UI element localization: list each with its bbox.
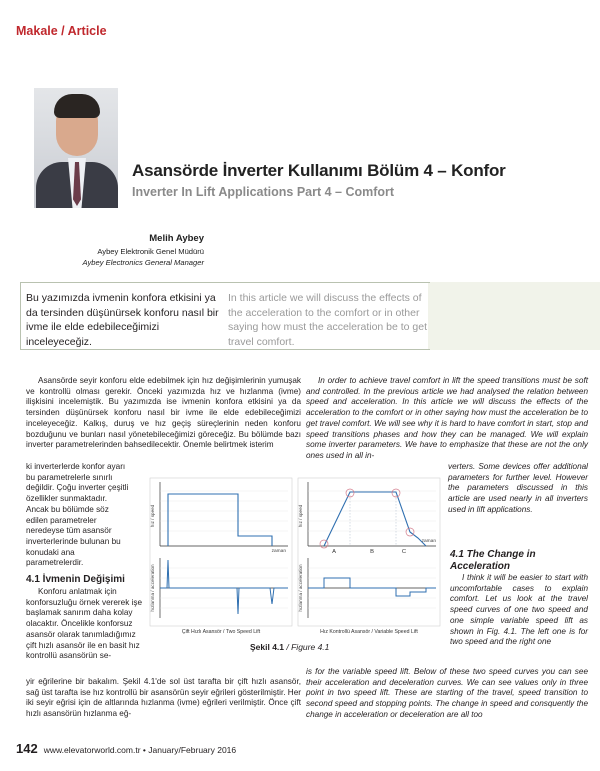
body-en-bottom [306, 667, 588, 721]
author-name: Melih Aybey [149, 233, 204, 244]
article-title-en: Inverter In Lift Applications Part 4 – Comfort [132, 185, 395, 199]
right-top-xlabel: zaman [421, 539, 436, 544]
left-top-grid [160, 491, 288, 531]
body-tr-intro [26, 376, 301, 451]
figure-speed-curves [148, 476, 442, 646]
body-en-paragraph-1: In order to achieve travel comfort in lift the speed transitions must be soft and controlled. In the previous article we had analysed the relation between speed and acceleration. In this article we will discuss the effects of the acceleration to the comfort or in other saying how must the acceleration be to get travel comfort. We will see why it is hard to have comfort in start, stop and speed transitions phases and how they can be managed. We will explain some inverter parameters. We have to emphasize that these are not the only ones used in all in- [306, 376, 588, 460]
body-tr-narrow-1 [26, 462, 129, 569]
body-en-intro [306, 376, 588, 462]
page-footer [16, 741, 236, 756]
article-title-tr: Asansörde İnverter Kullanımı Bölüm 4 – Konfor [132, 161, 506, 180]
author-photo [34, 88, 118, 208]
abstract-tr: Bu yazımızda ivmenin konfora etkisini ya da tersinden düşünürsek konforu nasıl bir ivme ile elde edebileceğimizi inceleyeceğiz. [26, 292, 219, 348]
author-title-en: Aybey Electronics General Manager [82, 258, 204, 267]
section-heading-en: 4.1 The Change in Acceleration [450, 549, 536, 572]
body-en-narrow-1 [448, 462, 588, 516]
right-panel-label: Hız Kontrollü Asansör / Variable Speed Lift [320, 629, 418, 635]
phase-b-label: B [370, 549, 374, 555]
right-top-grid [308, 491, 436, 531]
page-number: 142 [16, 741, 38, 756]
figure-caption-bold: Şekil 4.1 [250, 642, 285, 652]
figure-caption [250, 642, 329, 652]
marker-start [320, 540, 328, 548]
figure-caption-italic: / Figure 4.1 [284, 642, 330, 652]
body-tr-paragraph-2-cont: yir eğrilerine bir bakalım. Şekil 4.1'de sol üst tarafta bir çift hızlı asansör, sağ üst tarafta ise hız kontrollü bir asansörün seyir eğrileri gösterilmiştir. Her iki seyir eğrisi için de altlarında hızlanma (ivme) eğrileri verilmiştir. Önce çift hızlı asansörün hızlanma eğ- [26, 677, 301, 719]
body-en-narrow-2 [450, 573, 588, 648]
abstract-shade [428, 282, 600, 350]
two-speed-speed-curve [168, 494, 272, 546]
body-tr-paragraph-2: Konforu anlatmak için konforsuzluğu örnek vererek işe başlamak sanırım daha kolay olacaktır. Öncelikle konforsuz asansör olarak tanımladığımız çift hızlı asansör ile en basit hız kontrollü asansörün se- [26, 587, 143, 661]
abstract-en: In this article we will discuss the effects of the acceleration to the comfort or in other saying how must the acceleration be to get travel comfort. [228, 292, 428, 348]
variable-speed-speed-curve [324, 492, 426, 546]
right-panel-frame [298, 478, 440, 626]
body-tr-paragraph-1: Asansörde seyir konforu elde edebilmek için hız değişimlerinin yumuşak ve kontrollü olması gerekir. Önceki yazımızda hız ve hızlanma (ivme) ilişkisini incelemiştik. Bu yazımızda ise ivmenin konfora etkisini ya da tersinden düşünürsek konforu nasıl bir ivme ile elde edebileceğimizi inceleyeceğiz. Kalkış, duruş ve hız geçiş süreçlerinin neden konforu bozduğunu ve bunları nasıl yönetebileceğimizi göreceğiz. Bu bölümde bazı inverter parametrelerinden bahsedilecektir. Önemle belirtmek isterim [26, 376, 301, 450]
phase-c-label: C [401, 549, 407, 555]
body-tr-narrow-2 [26, 587, 144, 662]
left-top-xlabel: zaman [271, 549, 286, 554]
phase-a-label: A [332, 549, 336, 555]
body-en-paragraph-2: I think it will be easier to start with uncomfortable cases to explain comfort. Let us look at the travel speed curves of one two speed and one simple variable speed lift as shown in Fig. 4.1. The left one is for two speed and the right one [450, 573, 588, 647]
author-title-tr: Aybey Elektronik Genel Müdürü [97, 247, 204, 256]
body-tr-paragraph-1-cont: ki inverterlerde konfor ayarı bu parametrelerle sınırlı değildir. Çoğu inverter çeşitli özellikler sunmaktadır. Ancak bu bölümde söz edilen parametreler neredeyse tüm asansör inverterlerinde bulunan bu konudaki ana parametrelerdir. [26, 462, 129, 568]
right-top-ylabel: hız / speed [298, 504, 303, 528]
section-heading-tr: 4.1 İvmenin Değişimi [26, 574, 125, 585]
body-en-paragraph-1-cont: verters. Some devices offer additional parameters for further level. However the parameters discussed in this article are used nearly in all inverters used in lift applications. [448, 462, 588, 514]
footer-text: www.elevatorworld.com.tr • January/February 2016 [43, 745, 237, 755]
left-bottom-ylabel: hızlanma / acceleration [150, 564, 155, 612]
right-bottom-ylabel: hızlanma / acceleration [298, 564, 303, 612]
body-en-paragraph-2-cont: is for the variable speed lift. Below of these two speed curves you can see their acceleration and deceleration curves. We can see values only in three point in two speed lift. These are starting of the travel, speed transition to second speed and stopping points. The change in speed and consquently the change in acceleration or deceleration are all too [306, 667, 588, 719]
left-top-ylabel: hız / speed [150, 504, 155, 528]
left-panel-label: Çift Hızlı Asansör / Two Speed Lift [181, 629, 261, 635]
variable-speed-acceleration-curve [308, 578, 436, 596]
section-label: Makale / Article [16, 24, 107, 38]
phase-dividers [350, 492, 396, 546]
body-tr-bottom [26, 677, 301, 720]
